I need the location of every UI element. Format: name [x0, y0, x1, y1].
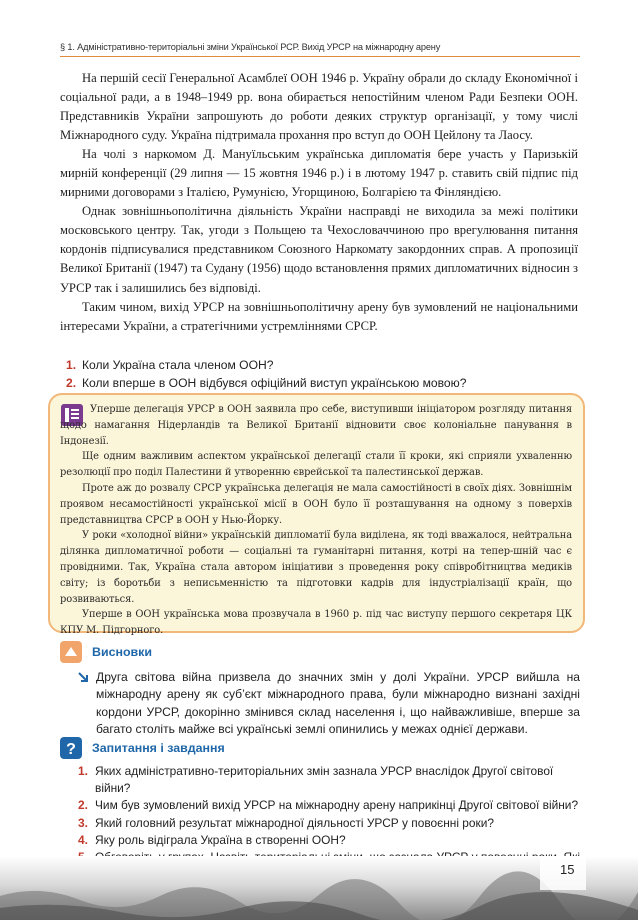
conclusions-header [60, 641, 580, 663]
tasks-title: Запитання і завдання [92, 741, 225, 755]
paragraph: Таким чином, вихід УРСР на зовнішньополітичну арену був зумовлений не національними інтересами України, а стратегічними устремліннями СРСР. [60, 299, 578, 333]
running-head: § 1. Адміністративно-територіальні зміни Української РСР. Вихід УРСР на міжнародну арену [60, 42, 441, 52]
header-rule [60, 56, 580, 57]
task-item [78, 815, 580, 832]
question-item [66, 375, 586, 393]
paragraph: На чолі з наркомом Д. Мануїльським українська дипломатія бере участь у Паризькій мирній конференції (29 липня — 15 жовтня 1946 р.) і в лютому 1947 р. ставить свій підпис під мирними договорами з Італією, Румунією, Угорщиною, Болгарією та Фінляндією. [60, 147, 578, 200]
info-paragraph: Уперше в ООН українська мова прозвучала в 1960 р. під час виступу першого секретаря ЦК КПУ М. Підгорного. [60, 609, 572, 637]
task-number: 1. [78, 764, 88, 778]
main-text [60, 69, 578, 336]
question-mark-icon [60, 737, 82, 759]
task-number: 4. [78, 832, 88, 847]
arrow-down-right-icon [77, 671, 90, 684]
conclusion-text: Друга світова війна призвела до значних змін у долі України. УРСР вийшла на міжнародну арену як суб’єкт міжнародного права, були міжнародно визнані західні кордони УРСР, докорінно змінився склад населення і, що найважливіше, вперше за багато століть майже всі українські землі опинились у межах однієї держави. [96, 670, 580, 737]
tasks-header [60, 737, 580, 759]
decorative-photo-strip [0, 856, 638, 920]
task-item [78, 797, 580, 814]
task-item [78, 832, 580, 849]
task-text: Чим був зумовлений вихід УРСР на міжнародну арену наприкінці Другої світової війни? [95, 798, 579, 813]
conclusions-icon [60, 641, 82, 663]
conclusions-title: Висновки [92, 645, 152, 659]
task-number: 2. [78, 798, 88, 813]
task-text: Яку роль відіграла Україна в створенні ООН? [95, 832, 346, 847]
paragraph: На першій сесії Генеральної Асамблеї ООН 1946 р. Україну обрали до складу Економічної і соціальної ради, а в 1948–1949 рр. вона обирається непостійним членом Ради Безпеки ООН. Представників України запрошують до роботи деяких структур організації, у тому числі Міжнародного суду. Україна підтримала прохання про вступ до ООН Цейлону та Лаосу. [60, 71, 578, 143]
task-text: Яких адміністративно-територіальних змін зазнала УРСР внаслідок Другої світової війни? [95, 764, 554, 796]
info-paragraph: Ще одним важливим аспектом української делегації стали її кроки, які сприяли ухваленню резолюції про поділ Палестини й утворенню єврейської та палестинської держав. [60, 451, 572, 479]
task-text: Який головний результат міжнародної діяльності УРСР у повоєнні роки? [95, 815, 494, 830]
info-box-text [60, 402, 572, 639]
page-number: 15 [560, 862, 575, 877]
paragraph: Однак зовнішньополітична діяльність України насправді не виходила за межі політики московського центру. Так, угоди з Польщею та Чехословаччиною про врегулювання питання кордонів підписувалися представником Союзного Наркомату закордонних справ. А пропозиції Великої Британії (1947) та Судану (1956) щодо встановлення прямих дипломатичних відносин з УРСР так і залишились без відповіді. [60, 204, 578, 295]
info-paragraph: У роки «холодної війни» українській дипломатії була виділена, як тоді вважалося, нейтральна ділянка дипломатичної роботи — соціальні та гуманітарні питання, котрі на тепер-шній час є провідними. Так, Україна стала автором ініціативи з проведення року співробітництва медиків світу; із боротьби з неписьменністю та підготовки кадрів для індустріалізації країн, що розвиваються. [60, 530, 572, 605]
question-item [66, 357, 586, 375]
info-paragraph: Проте аж до розвалу СРСР українська делегація не мала самостійності в своїх діях. Зовнішнім проявом несамостійності української місії в ООН було її розташування на одному з поверхів представництва СРСР в ООН у Нью-Йорку. [60, 482, 572, 526]
task-number: 3. [78, 815, 88, 830]
question-number: 1. [66, 358, 77, 372]
review-questions [66, 357, 586, 392]
task-item [78, 763, 580, 797]
conclusion-paragraph [60, 669, 580, 739]
question-text: Коли вперше в ООН відбувся офіційний виступ українською мовою? [82, 375, 467, 390]
svg-text:?: ? [66, 741, 76, 758]
info-paragraph: Уперше делегація УРСР в ООН заявила про себе, виступивши ініціатором розгляду питання щодо намагання Нідерландів та Великої Британії відновити своє колоніальне панування в Індонезії. [60, 404, 572, 447]
question-text: Коли Україна стала членом ООН? [82, 358, 274, 372]
question-number: 2. [66, 375, 77, 390]
conclusions-section [60, 641, 580, 739]
